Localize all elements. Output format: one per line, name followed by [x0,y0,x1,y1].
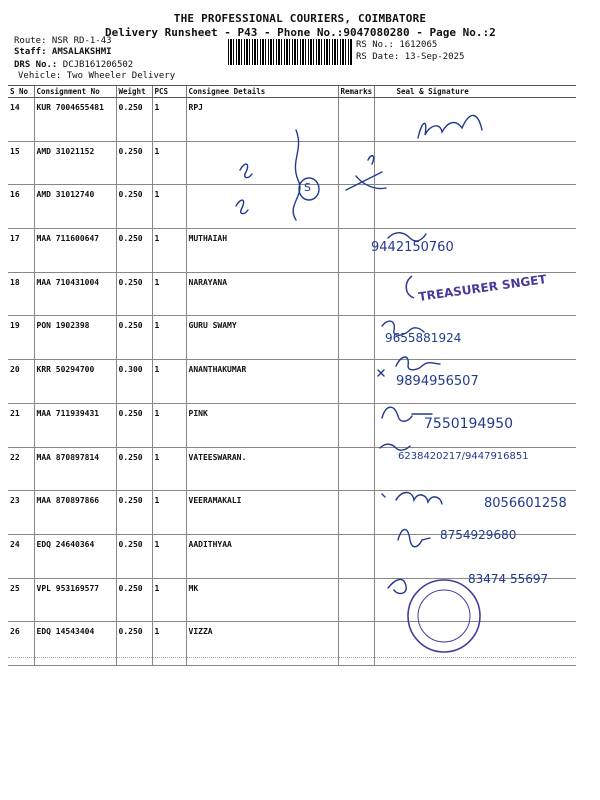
cell-consignment: MAA 711939431 [34,403,116,447]
signature-row25 [388,579,406,593]
cell-sno: 16 [8,185,34,229]
mark-row16a [236,200,248,214]
signature-row24 [398,530,430,547]
cell-pcs: 1 [152,403,186,447]
cell-weight: 0.250 [116,185,152,229]
cell-consignee: NARAYANA [186,272,338,316]
cell-weight: 0.250 [116,316,152,360]
cell-sno: 26 [8,622,34,666]
cell-consignment: EDQ 14543404 [34,622,116,666]
col-consignee: Consignee Details [186,86,338,98]
cell-consignment: VPL 953169577 [34,578,116,622]
cell-consignment: AMD 31012740 [34,185,116,229]
cell-consignment: MAA 711600647 [34,229,116,273]
stamp-row18-mark [406,276,414,298]
cell-consignee: MUTHAIAH [186,229,338,273]
cell-sno: 18 [8,272,34,316]
drs-label: DRS No.: [14,60,58,70]
runsheet-subtitle: Delivery Runsheet - P43 - Phone No.:9047080280 - Page No.:2 [105,26,496,39]
row24-phone: 8754929680 [440,528,517,542]
cell-weight: 0.250 [116,534,152,578]
cell-pcs: 1 [152,491,186,535]
cell-weight: 0.300 [116,360,152,404]
col-seal: Seal & Signature [374,86,576,98]
cell-consignee: VIZZA [186,622,338,666]
cell-consignee: RPJ [186,98,338,142]
col-consignment: Consignment No [34,86,116,98]
drs-value: DCJB161206502 [62,60,134,70]
signature-row23 [396,493,442,505]
cell-consignment: MAA 710431004 [34,272,116,316]
signature-row22 [380,444,410,450]
row22-phone: 6238420217/9447916851 [398,451,529,462]
cell-consignee: VEERAMAKALI [186,491,338,535]
cell-pcs: 1 [152,316,186,360]
signature-row15-16 [346,156,386,190]
cell-weight: 0.250 [116,229,152,273]
cell-consignee: GURU SWAMY [186,316,338,360]
cell-weight: 0.250 [116,447,152,491]
cell-weight: 0.250 [116,491,152,535]
col-weight: Weight [116,86,152,98]
mark-row15a [240,164,252,178]
cell-sno: 15 [8,141,34,185]
route-label: Route: NSR RD-1-43 [14,36,112,46]
bracket-row15-16 [293,130,300,220]
staff-label: Staff: AMSALAKSHMI [14,47,112,57]
row25-number: 83474 55697 [468,572,549,586]
row18-stamp: TREASURER SNGET [417,272,548,304]
cell-sno: 17 [8,229,34,273]
cell-sno: 23 [8,491,34,535]
cell-pcs: 1 [152,447,186,491]
cell-sno: 25 [8,578,34,622]
cell-pcs: 1 [152,360,186,404]
cell-pcs: 1 [152,534,186,578]
cell-consignee: MK [186,578,338,622]
cell-pcs: 1 [152,98,186,142]
signature-row14 [418,115,482,138]
cell-pcs: 1 [152,622,186,666]
cell-consignee: AADITHYAA [186,534,338,578]
col-sno: S No [8,86,34,98]
cell-consignee: PINK [186,403,338,447]
col-remarks: Remarks [338,86,374,98]
seal-stamp [408,580,480,652]
col-pcs: PCS [152,86,186,98]
vehicle-label: Vehicle: Two Wheeler Delivery [18,71,176,81]
cell-weight: 0.250 [116,403,152,447]
cell-weight: 0.250 [116,141,152,185]
cell-sno: 20 [8,360,34,404]
cell-sno: 14 [8,98,34,142]
cell-pcs: 1 [152,141,186,185]
cell-sno: 22 [8,447,34,491]
cell-sno: 19 [8,316,34,360]
cell-pcs: 1 [152,229,186,273]
rs-number: RS No.: 1612065 [356,40,438,50]
mark-row23 [382,494,385,497]
row21-phone: 7550194950 [424,416,514,432]
cell-consignment: MAA 870897866 [34,491,116,535]
cell-consignment: KUR 7004655481 [34,98,116,142]
cell-pcs: 1 [152,185,186,229]
cell-weight: 0.250 [116,98,152,142]
cell-pcs: 1 [152,272,186,316]
cell-consignment: MAA 870897814 [34,447,116,491]
row19-phone: 9655881924 [385,331,462,345]
cell-consignment: KRR 50294700 [34,360,116,404]
cell-consignment: AMD 31021152 [34,141,116,185]
cell-pcs: 1 [152,578,186,622]
cell-weight: 0.250 [116,622,152,666]
cell-consignee: VATEESWARAN. [186,447,338,491]
cell-consignment: EDQ 24640364 [34,534,116,578]
row20-phone: 9894956507 [396,374,479,389]
row16-mark: S [304,181,311,194]
cell-sno: 24 [8,534,34,578]
company-title: THE PROFESSIONAL COURIERS, COIMBATORE [173,12,427,25]
cell-weight: 0.250 [116,578,152,622]
cell-consignment: PON 1902398 [34,316,116,360]
cell-consignee: ANANTHAKUMAR [186,360,338,404]
row23-phone: 8056601258 [484,496,567,511]
cell-weight: 0.250 [116,272,152,316]
rs-date: RS Date: 13-Sep-2025 [356,52,465,62]
row17-phone: 9442150760 [371,240,454,255]
cell-sno: 21 [8,403,34,447]
